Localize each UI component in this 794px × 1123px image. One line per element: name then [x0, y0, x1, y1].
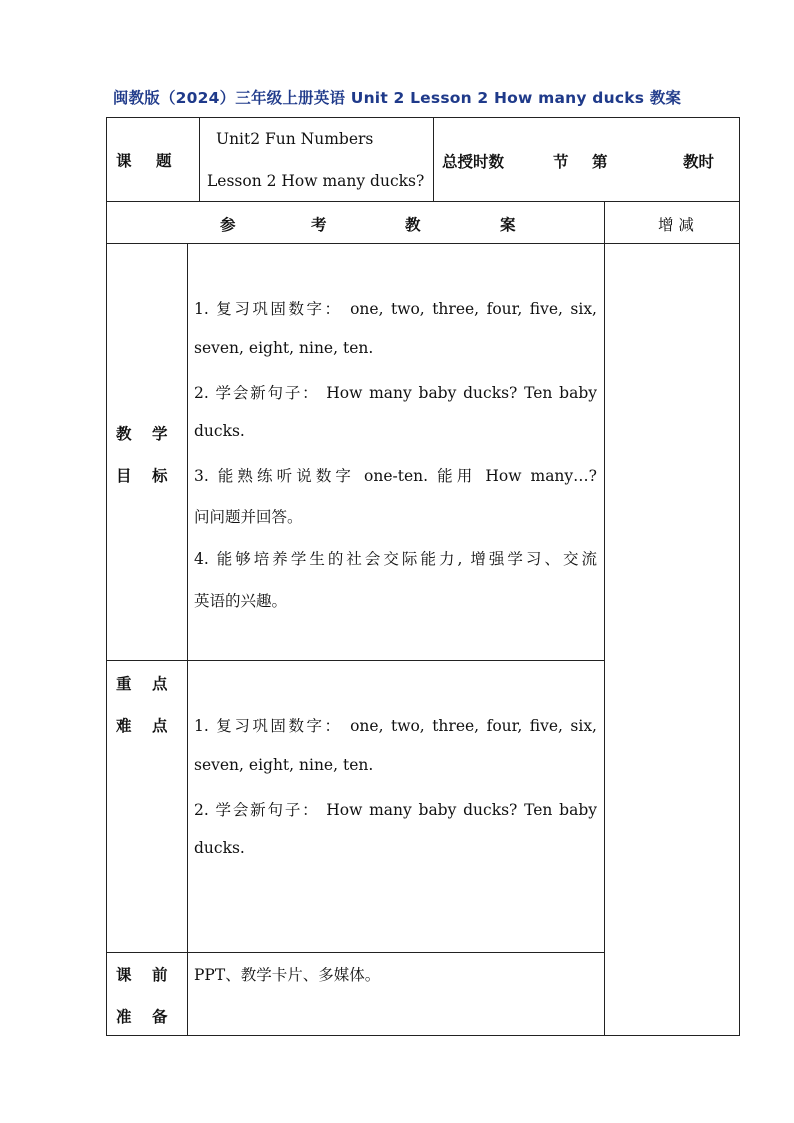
ref-plan-char-3: 教	[405, 216, 421, 234]
objectives-label-char-3: 目	[116, 467, 132, 485]
preparation-text: PPT、教学卡片、多媒体。	[194, 966, 381, 984]
keypoints-line-2: seven, eight, nine, ten.	[194, 756, 374, 774]
objectives-line-8: 英语的兴趣。	[194, 592, 288, 610]
prep-label-char-3: 准	[116, 1008, 132, 1026]
topic-label-char-1: 课	[116, 152, 132, 170]
section-label: 节	[553, 153, 569, 171]
objectives-line-7: 4. 能够培养学生的社会交际能力, 增强学习、交流	[194, 550, 597, 568]
objectives-label-char-4: 标	[152, 467, 168, 485]
period-label: 教时	[683, 153, 715, 171]
ref-plan-char-1: 参	[220, 216, 236, 234]
objectives-line-4: ducks.	[194, 422, 245, 440]
prep-label-char-1: 课	[116, 966, 132, 984]
document-title: 闽教版（2024）三年级上册英语 Unit 2 Lesson 2 How many ducks 教案	[112, 89, 682, 107]
objectives-label-char-1: 教	[116, 425, 132, 443]
prep-label-char-4: 备	[152, 1008, 168, 1026]
objectives-line-1: 1. 复习巩固数字： one, two, three, four, five, six,	[194, 300, 597, 318]
prep-label-char-2: 前	[152, 966, 168, 984]
topic-label-char-2: 题	[156, 152, 172, 170]
objectives-line-5: 3. 能熟练听说数字 one-ten. 能用 How many…?	[194, 467, 597, 485]
keypoints-label-char-4: 点	[152, 717, 168, 735]
ref-plan-char-4: 案	[500, 216, 516, 234]
keypoints-line-3: 2. 学会新句子： How many baby ducks? Ten baby	[194, 801, 597, 819]
keypoints-label-char-2: 点	[152, 675, 168, 693]
unit-title: Unit2 Fun Numbers	[216, 130, 374, 148]
keypoints-line-4: ducks.	[194, 839, 245, 857]
ref-plan-char-2: 考	[311, 216, 327, 234]
nth-label: 第	[592, 153, 608, 171]
adjust-header: 增 减	[658, 216, 694, 234]
total-hours-label: 总授时数	[442, 153, 505, 171]
objectives-line-3: 2. 学会新句子： How many baby ducks? Ten baby	[194, 384, 597, 402]
objectives-line-2: seven, eight, nine, ten.	[194, 339, 374, 357]
keypoints-label-char-1: 重	[116, 675, 132, 693]
objectives-label-char-2: 学	[152, 425, 168, 443]
keypoints-line-1: 1. 复习巩固数字： one, two, three, four, five, six,	[194, 717, 597, 735]
lesson-title: Lesson 2 How many ducks?	[207, 172, 425, 190]
objectives-line-6: 问问题并回答。	[194, 508, 303, 526]
keypoints-label-char-3: 难	[116, 717, 132, 735]
